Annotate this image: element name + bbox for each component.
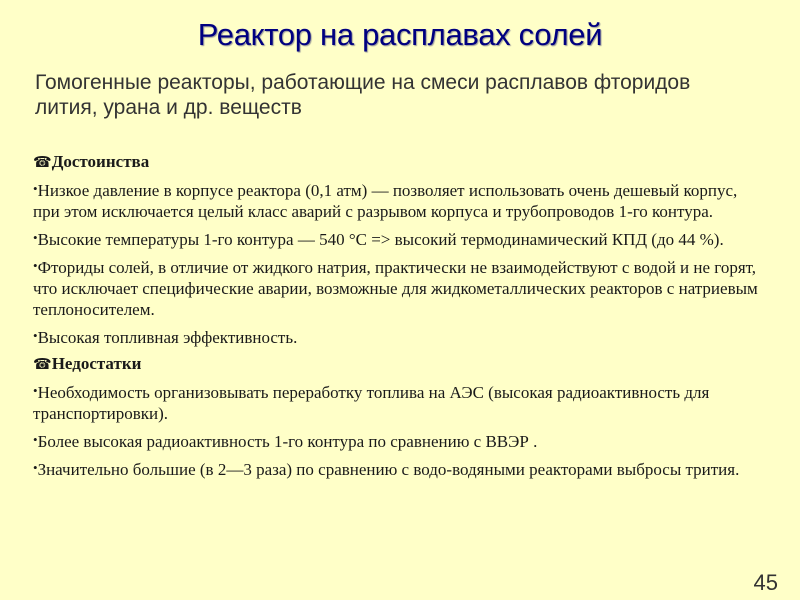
page-number: 45 — [753, 570, 778, 595]
list-item — [33, 457, 763, 480]
list-item — [33, 380, 763, 424]
advantages-heading-label: Достоинства — [51, 152, 150, 171]
advantages-heading — [33, 151, 763, 173]
bullet-dot-icon: • — [33, 432, 38, 447]
list-item-text: Высокая топливная эффективность. — [37, 328, 298, 347]
list-item — [33, 325, 763, 348]
slide-subtitle: Гомогенные реакторы, работающие на смеси расплавов фторидов лития, урана и др. веществ — [35, 71, 691, 119]
list-item — [33, 429, 763, 452]
list-item-text: Низкое давление в корпусе реактора (0,1 атм) — позволяет использовать очень дешевый корпус, при этом исключается целый класс аварий с разрывом корпуса и трубопроводов 1-го контура. — [33, 181, 738, 221]
list-item — [33, 178, 763, 222]
telephone-icon: ☎ — [33, 355, 52, 373]
slide-title: Реактор на расплавах солей — [197, 17, 603, 52]
list-item — [33, 255, 763, 320]
bullet-dot-icon: • — [33, 181, 38, 196]
list-item-text: Фториды солей, в отличие от жидкого натрия, практически не взаимодействуют с водой и не горят, что исключает специфические аварии, возможные для жидкометаллических реакторов с натриевым теплоносителем. — [33, 258, 758, 319]
bullet-dot-icon: • — [33, 258, 38, 273]
list-item-text: Более высокая радиоактивность 1-го контура по сравнению с ВВЭР . — [37, 432, 538, 451]
bullet-dot-icon: • — [33, 460, 38, 475]
bullet-dot-icon: • — [33, 328, 38, 343]
slide-content — [33, 151, 763, 485]
list-item-text: Необходимость организовывать переработку топлива на АЭС (высокая радиоактивность для транспортировки). — [33, 383, 710, 423]
list-item-text: Значительно большие (в 2—3 раза) по сравнению с водо-водяными реакторами выбросы трития. — [37, 460, 740, 479]
list-item — [33, 227, 763, 250]
list-item-text: Высокие температуры 1-го контура — 540 °С => высокий термодинамический КПД (до 44 %). — [37, 230, 724, 249]
disadvantages-heading-label: Недостатки — [51, 354, 142, 373]
disadvantages-heading — [33, 353, 763, 375]
bullet-dot-icon: • — [33, 230, 38, 245]
telephone-icon: ☎ — [33, 153, 52, 171]
bullet-dot-icon: • — [33, 383, 38, 398]
